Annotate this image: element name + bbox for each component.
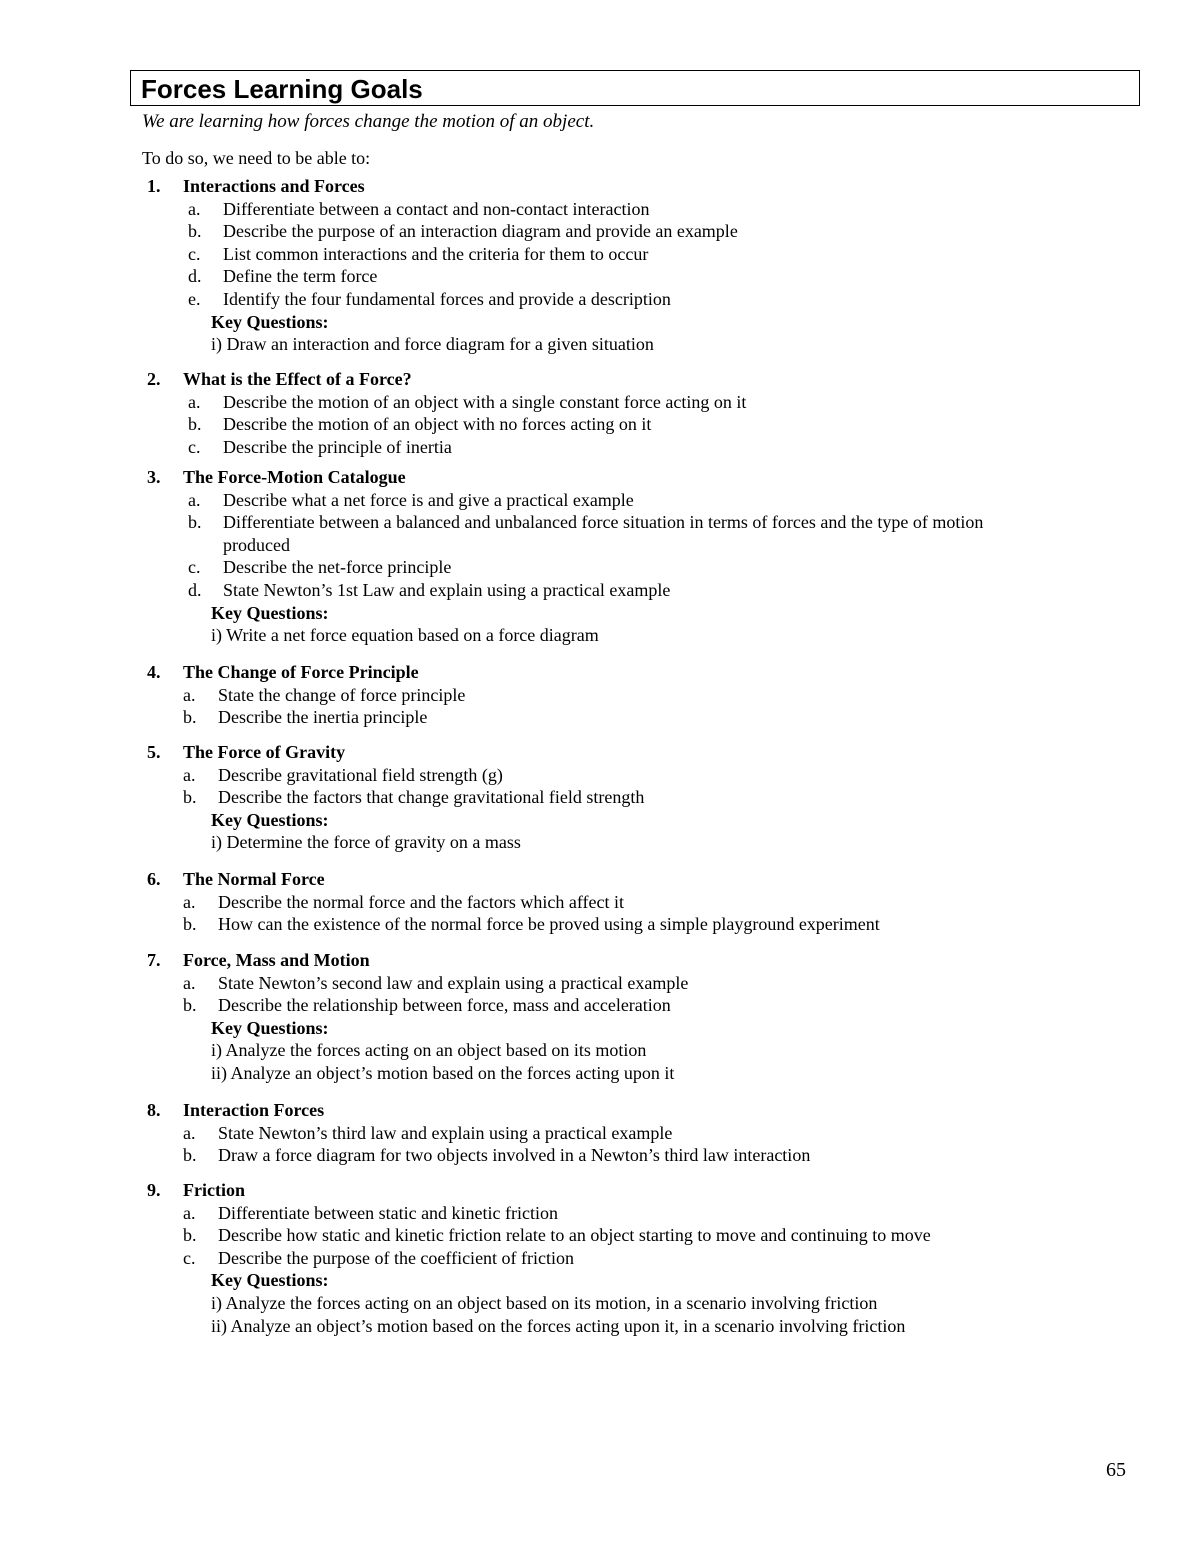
section-heading [0,466,1200,489]
item-text: Describe the motion of an object with a single constant force acting on it [223,391,747,412]
key-question [0,624,1200,647]
key-question-text: i) Write a net force equation based on a force diagram [211,625,599,646]
key-questions-heading [0,602,1200,625]
goal-item [0,489,1200,512]
item-letter: b. [183,787,197,808]
item-text: List common interactions and the criteria for them to occur [223,243,649,264]
item-letter: a. [183,972,196,993]
section-heading [0,868,1200,891]
goal-item [0,972,1200,995]
goal-section [0,1099,1200,1167]
section-heading [0,368,1200,391]
goal-item-continuation [0,534,1200,557]
section-title: The Force-Motion Catalogue [183,467,406,487]
item-letter: b. [183,995,197,1016]
section-number: 7. [147,950,161,970]
section-number: 4. [147,662,161,682]
item-letter: a. [183,684,196,705]
goal-section [0,368,1200,458]
goal-item [0,1247,1200,1270]
item-letter: a. [188,198,201,219]
goal-item [0,1122,1200,1145]
section-heading [0,661,1200,684]
key-questions-heading [0,809,1200,832]
section-heading [0,949,1200,972]
section-title: Interaction Forces [183,1100,325,1120]
title-box [130,70,1140,106]
item-letter: c. [183,1247,196,1268]
goal-item [0,891,1200,914]
goal-section [0,1179,1200,1337]
key-questions-heading [0,1017,1200,1040]
item-text: Differentiate between a balanced and unbalanced force situation in terms of forces and the type of motion [223,512,984,533]
item-letter: d. [188,266,202,287]
item-text: Differentiate between a contact and non-contact interaction [223,198,650,219]
item-text: Describe the normal force and the factors which affect it [218,891,624,912]
item-letter: a. [188,391,201,412]
item-text: Identify the four fundamental forces and provide a description [223,288,671,309]
goal-item [0,198,1200,221]
section-heading [0,1099,1200,1122]
item-letter: a. [188,489,201,510]
item-letter: c. [188,557,201,578]
goal-item [0,684,1200,707]
item-text: Describe how static and kinetic friction relate to an object starting to move and continuing to move [218,1225,931,1246]
key-question [0,1039,1200,1062]
goal-item [0,413,1200,436]
item-text: Describe the relationship between force, mass and acceleration [218,995,671,1016]
goal-item [0,265,1200,288]
key-questions-label: Key Questions: [211,602,329,623]
item-text: Describe the motion of an object with no forces acting on it [223,414,652,435]
item-text: State Newton’s 1st Law and explain using a practical example [223,579,671,600]
section-title: The Change of Force Principle [183,662,419,682]
item-letter: b. [183,707,197,728]
goal-item [0,220,1200,243]
item-text: How can the existence of the normal force be proved using a simple playground experiment [218,914,880,935]
goal-item [0,706,1200,729]
section-heading [0,741,1200,764]
item-letter: a. [183,764,196,785]
section-number: 5. [147,742,161,762]
section-title: Friction [183,1180,245,1200]
key-question [0,1062,1200,1085]
item-text: State Newton’s second law and explain using a practical example [218,972,689,993]
key-questions-heading [0,311,1200,334]
intro-text: To do so, we need to be able to: [142,148,371,168]
item-letter: a. [183,1202,196,1223]
item-letter: a. [183,1122,196,1143]
section-number: 2. [147,369,161,389]
item-text: Define the term force [223,266,378,287]
item-text: State the change of force principle [218,684,466,705]
section-title: The Force of Gravity [183,742,346,762]
item-text: Describe the purpose of the coefficient of friction [218,1247,575,1268]
key-questions-label: Key Questions: [211,809,329,830]
item-text: Describe what a net force is and give a practical example [223,489,634,510]
key-questions-label: Key Questions: [211,1017,329,1038]
item-letter: c. [188,243,201,264]
key-question [0,831,1200,854]
goal-section [0,741,1200,854]
section-heading [0,175,1200,198]
key-question [0,1315,1200,1338]
item-text: Describe gravitational field strength (g) [218,764,503,785]
item-letter: b. [183,1145,197,1166]
goal-item [0,243,1200,266]
goal-section [0,868,1200,936]
goal-item [0,579,1200,602]
section-title: What is the Effect of a Force? [183,369,412,389]
goal-section [0,175,1200,356]
item-text: Draw a force diagram for two objects involved in a Newton’s third law interaction [218,1145,811,1166]
item-text: Describe the net-force principle [223,557,452,578]
goal-item [0,913,1200,936]
section-number: 1. [147,176,161,196]
key-question-text: i) Analyze the forces acting on an object based on its motion [211,1040,647,1061]
goal-section [0,949,1200,1085]
item-letter: b. [188,414,202,435]
item-text: Describe the purpose of an interaction diagram and provide an example [223,221,738,242]
page-title: Forces Learning Goals [141,74,423,104]
section-title: Force, Mass and Motion [183,950,370,970]
goal-item [0,511,1200,534]
goal-item [0,1144,1200,1167]
key-questions-heading [0,1269,1200,1292]
key-questions-label: Key Questions: [211,1270,329,1291]
key-question [0,333,1200,356]
key-questions-label: Key Questions: [211,311,329,332]
item-text: Describe the inertia principle [218,707,428,728]
item-letter: b. [188,512,202,533]
subtitle: We are learning how forces change the motion of an object. [142,111,595,132]
item-letter: b. [188,221,202,242]
item-letter: d. [188,579,202,600]
section-number: 8. [147,1100,161,1120]
page-number: 65 [1106,1459,1126,1481]
goal-item [0,1202,1200,1225]
key-question-text: ii) Analyze an object’s motion based on the forces acting upon it [211,1062,675,1083]
goal-section [0,661,1200,729]
goal-item [0,786,1200,809]
item-text: Describe the principle of inertia [223,436,452,457]
goal-item [0,994,1200,1017]
goal-item [0,288,1200,311]
item-text: State Newton’s third law and explain using a practical example [218,1122,673,1143]
section-heading [0,1179,1200,1202]
item-letter: b. [183,914,197,935]
key-question-text: i) Determine the force of gravity on a mass [211,832,521,853]
item-letter: e. [188,288,201,309]
item-text-continuation: produced [223,534,290,555]
item-letter: a. [183,891,196,912]
key-question [0,1292,1200,1315]
goal-item [0,764,1200,787]
item-text: Describe the factors that change gravitational field strength [218,787,645,808]
section-number: 3. [147,467,161,487]
key-question-text: i) Analyze the forces acting on an object based on its motion, in a scenario involving friction [211,1292,878,1313]
section-number: 6. [147,869,161,889]
key-question-text: i) Draw an interaction and force diagram for a given situation [211,334,654,355]
goal-section [0,466,1200,647]
key-question-text: ii) Analyze an object’s motion based on the forces acting upon it, in a scenario involving friction [211,1315,906,1336]
goal-item [0,436,1200,459]
goal-item [0,1224,1200,1247]
section-number: 9. [147,1180,161,1200]
section-title: Interactions and Forces [183,176,365,196]
item-letter: b. [183,1225,197,1246]
section-title: The Normal Force [183,869,325,889]
item-letter: c. [188,436,201,457]
goal-item [0,391,1200,414]
item-text: Differentiate between static and kinetic friction [218,1202,559,1223]
goal-item [0,556,1200,579]
